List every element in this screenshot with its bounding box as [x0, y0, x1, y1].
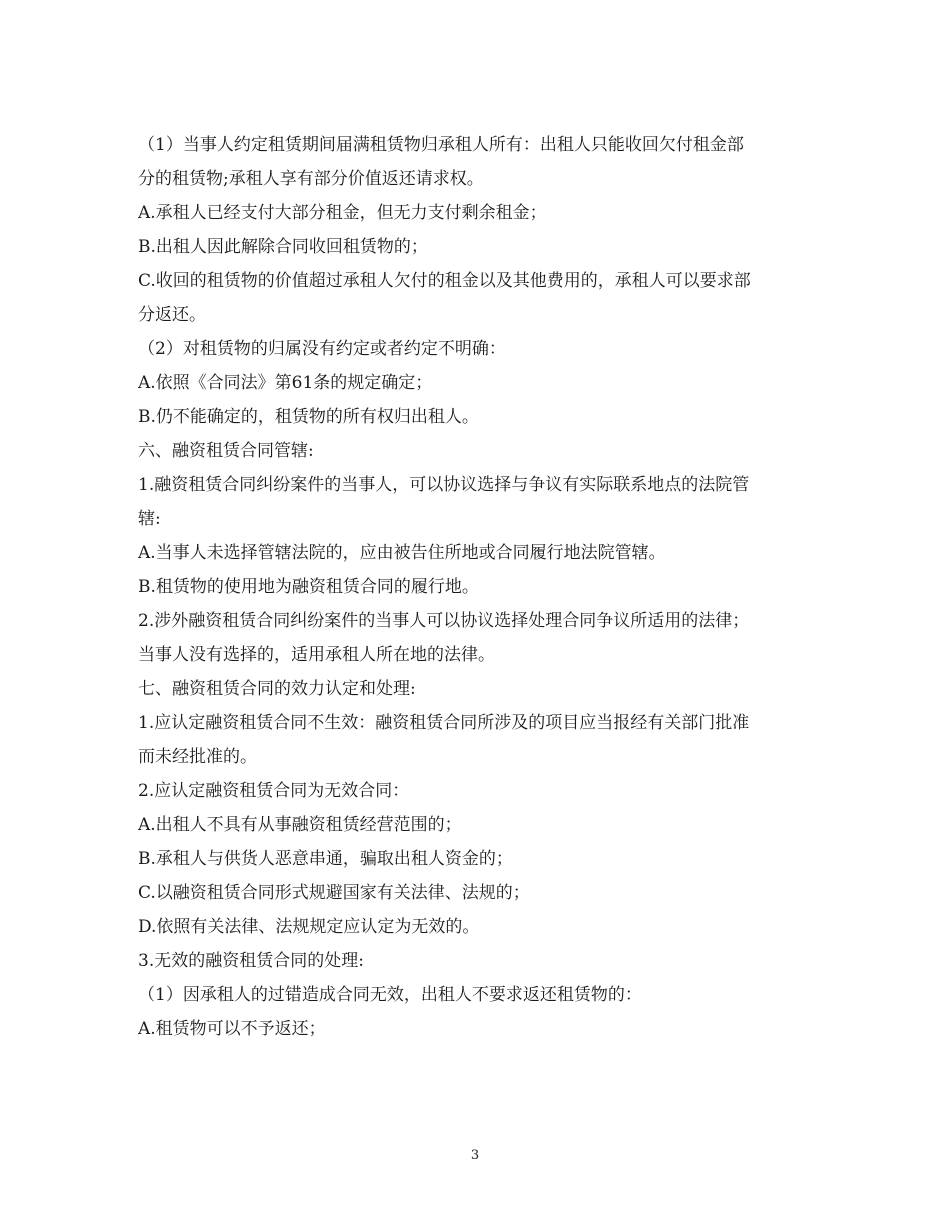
text-line: （1）当事人约定租赁期间届满租赁物归承租人所有：出租人只能收回欠付租金部 [138, 135, 744, 155]
text-line: 而未经批准的。 [138, 747, 257, 767]
text-line: B.仍不能确定的，租赁物的所有权归出租人。 [138, 407, 479, 427]
text-line: 七、融资租赁合同的效力认定和处理: [138, 679, 416, 699]
text-line: 1.融资租赁合同纠纷案件的当事人，可以协议选择与争议有实际联系地点的法院管 [138, 475, 750, 495]
text-line: A.当事人未选择管辖法院的，应由被告住所地或合同履行地法院管辖。 [138, 543, 666, 563]
text-line: 辖: [138, 509, 161, 529]
text-line: B.租赁物的使用地为融资租赁合同的履行地。 [138, 577, 479, 597]
text-line: 当事人没有选择的，适用承租人所在地的法律。 [138, 645, 495, 665]
text-line: A.租赁物可以不予返还； [138, 1019, 326, 1039]
text-line: C.收回的租赁物的价值超过承租人欠付的租金以及其他费用的，承租人可以要求部 [138, 271, 751, 291]
text-line: 3.无效的融资租赁合同的处理: [138, 951, 364, 971]
text-line: A.依照《合同法》第61条的规定确定； [138, 373, 433, 393]
text-line: B.出租人因此解除合同收回租赁物的； [138, 237, 428, 257]
text-line: D.依照有关法律、法规规定应认定为无效的。 [138, 917, 480, 937]
text-line: （1）因承租人的过错造成合同无效，出租人不要求返还租赁物的： [138, 985, 642, 1005]
text-line: B.承租人与供货人恶意串通，骗取出租人资金的； [138, 849, 513, 869]
page-number: 3 [470, 1148, 480, 1163]
text-line: 1.应认定融资租赁合同不生效：融资租赁合同所涉及的项目应当报经有关部门批准 [138, 713, 750, 733]
text-line: 分返还。 [138, 305, 206, 325]
text-line: 2.涉外融资租赁合同纠纷案件的当事人可以协议选择处理合同争议所适用的法律； [138, 611, 750, 631]
text-line: 分的租赁物;承租人享有部分价值返还请求权。 [138, 169, 484, 189]
body-text [138, 128, 818, 1046]
text-line: A.承租人已经支付大部分租金，但无力支付剩余租金； [138, 203, 547, 223]
text-line: C.以融资租赁合同形式规避国家有关法律、法规的； [138, 883, 530, 903]
text-line: （2）对租赁物的归属没有约定或者约定不明确： [138, 339, 506, 359]
text-line: 六、融资租赁合同管辖: [138, 441, 314, 461]
text-line: A.出租人不具有从事融资租赁经营范围的； [138, 815, 462, 835]
text-line: 2.应认定融资租赁合同为无效合同： [138, 781, 410, 801]
